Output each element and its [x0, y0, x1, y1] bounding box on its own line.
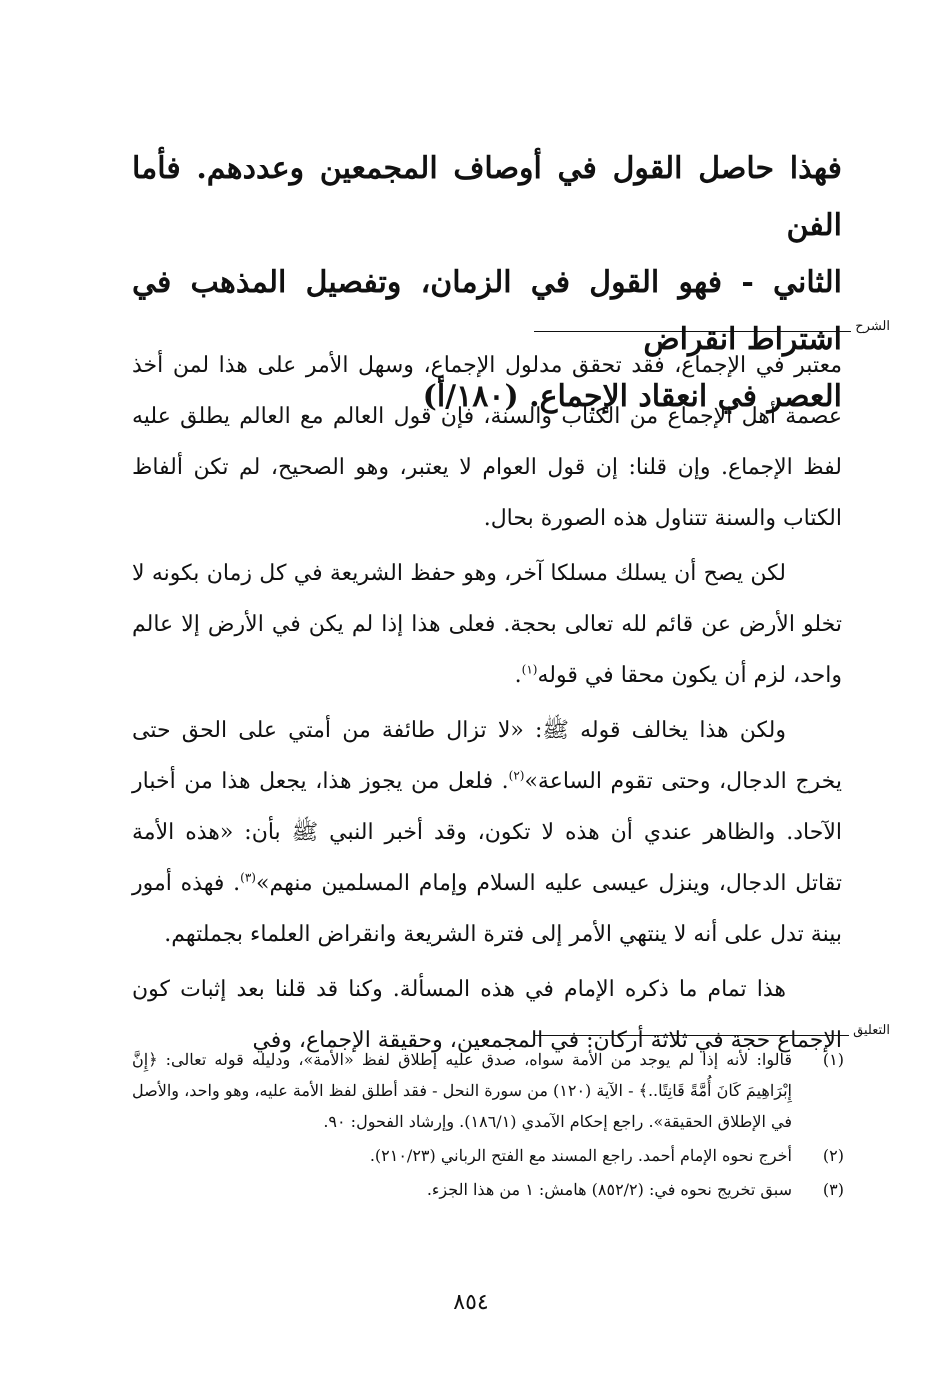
taliq-rule: [534, 1035, 849, 1036]
commentary-paragraph-2-text: لكن يصح أن يسلك مسلكا آخر، وهو حفظ الشريعة في كل زمان بكونه لا تخلو الأرض عن قائم لله تعالى بحجة. فعلى هذا إذا لم يكن في الأرض إلا عالم واحد، لزم أن يكون محقا في قوله: [132, 561, 842, 688]
footnote-ref-3[interactable]: (٣): [240, 870, 256, 885]
page-number: ٨٥٤: [453, 1290, 489, 1315]
commentary-paragraph-3-part-a: ولكن هذا يخالف قوله ﷺ: «لا تزال طائفة من أمتي على الحق حتى يخرج الدجال، وحتى تقوم الساعة»: [132, 718, 842, 794]
main-text-line: الثاني - فهو القول في الزمان، وتفصيل المذهب في اشتراط انقراض: [132, 265, 842, 357]
footnote-text: قالوا: لأنه إذا لم يوجد من الأمة سواه، صدق عليه إطلاق لفظ «الأمة»، ودليله قوله تعالى: ﴿إِنَّ إِبْرَاهِيمَ كَانَ أُمَّةً قَانِتًا..﴾ - الآية (١٢٠) من سورة النحل - فقد أطلق لفظ الأمة عليه، وهو واحد، والأصل في الإطلاق الحقيقة». راجع إحكام الآمدي (١٨٦/١). وإرشاد الفحول: ٩٠.: [132, 1050, 793, 1131]
main-text-line: فهذا حاصل القول في أوصاف المجمعين وعددهم. فأما الفن: [132, 151, 842, 243]
sharh-rule: [534, 331, 851, 332]
main-text-line: العصر في انعقاد الإجماع. (١٨٠/أ): [422, 379, 842, 414]
commentary-paragraph-4: هذا تمام ما ذكره الإمام في هذه المسألة. وكنا قد قلنا بعد إثبات كون الإجماع حجة في ثلاثة أركان: في المجمعين، وحقيقة الإجماع، وفي: [132, 977, 842, 1053]
footnote-number: (٣): [822, 1180, 844, 1199]
footnote-ref-2[interactable]: (٢): [508, 768, 525, 783]
sharh-label: الشرح: [855, 319, 890, 334]
footnote-item: [132, 1174, 844, 1205]
commentary-paragraph-3: [132, 705, 842, 960]
taliq-label: التعليق: [853, 1023, 890, 1038]
footnote-ref-1[interactable]: (١): [521, 662, 538, 677]
footnote-text: سبق تخريج نحوه في: (٨٥٢/٢) هامش: ١ من هذا الجزء.: [426, 1180, 792, 1199]
commentary-text: [132, 340, 842, 1066]
commentary-paragraph-3-part-b: . فلعل من يجوز هذا، يجعل هذا من أخبار الآحاد. والظاهر عندي أن هذه لا تكون، وقد أخبر النبي ﷺ بأن: «هذه الأمة تقاتل الدجال، وينزل عيسى عليه السلام وإمام المسلمين منهم»: [132, 769, 842, 896]
footnote-item: [132, 1140, 844, 1171]
sharh-divider: [534, 314, 890, 334]
commentary-paragraph-3-part-c: . فهذه أمور بينة تدل على أنه لا ينتهي الأمر إلى فترة الشريعة وانقراض العلماء بجملتهم.: [132, 871, 842, 947]
commentary-paragraph-2: [132, 548, 842, 701]
footnote-number: (٢): [822, 1146, 844, 1165]
footnote-number: (١): [822, 1050, 844, 1069]
footnote-item: [132, 1044, 844, 1137]
commentary-paragraph-2-end: .: [514, 663, 522, 688]
commentary-paragraph-1: معتبر في الإجماع، فقد تحقق مدلول الإجماع، وسهل الأمر على هذا لمن أخذ عصمة أهل الإجماع من الكتاب والسنة، فإن قول العالم مع العالم يطلق عليه لفظ الإجماع. وإن قلنا: إن قول العوام لا يعتبر، وهو الصحيح، لم تكن ألفاظ الكتاب والسنة تتناول هذه الصورة بحال.: [132, 353, 842, 531]
taliq-divider: [534, 1018, 890, 1038]
footnote-text: أخرج نحوه الإمام أحمد. راجع المسند مع الفتح الرباني (٢١٠/٢٣).: [369, 1146, 792, 1165]
footnotes: [132, 1044, 844, 1208]
